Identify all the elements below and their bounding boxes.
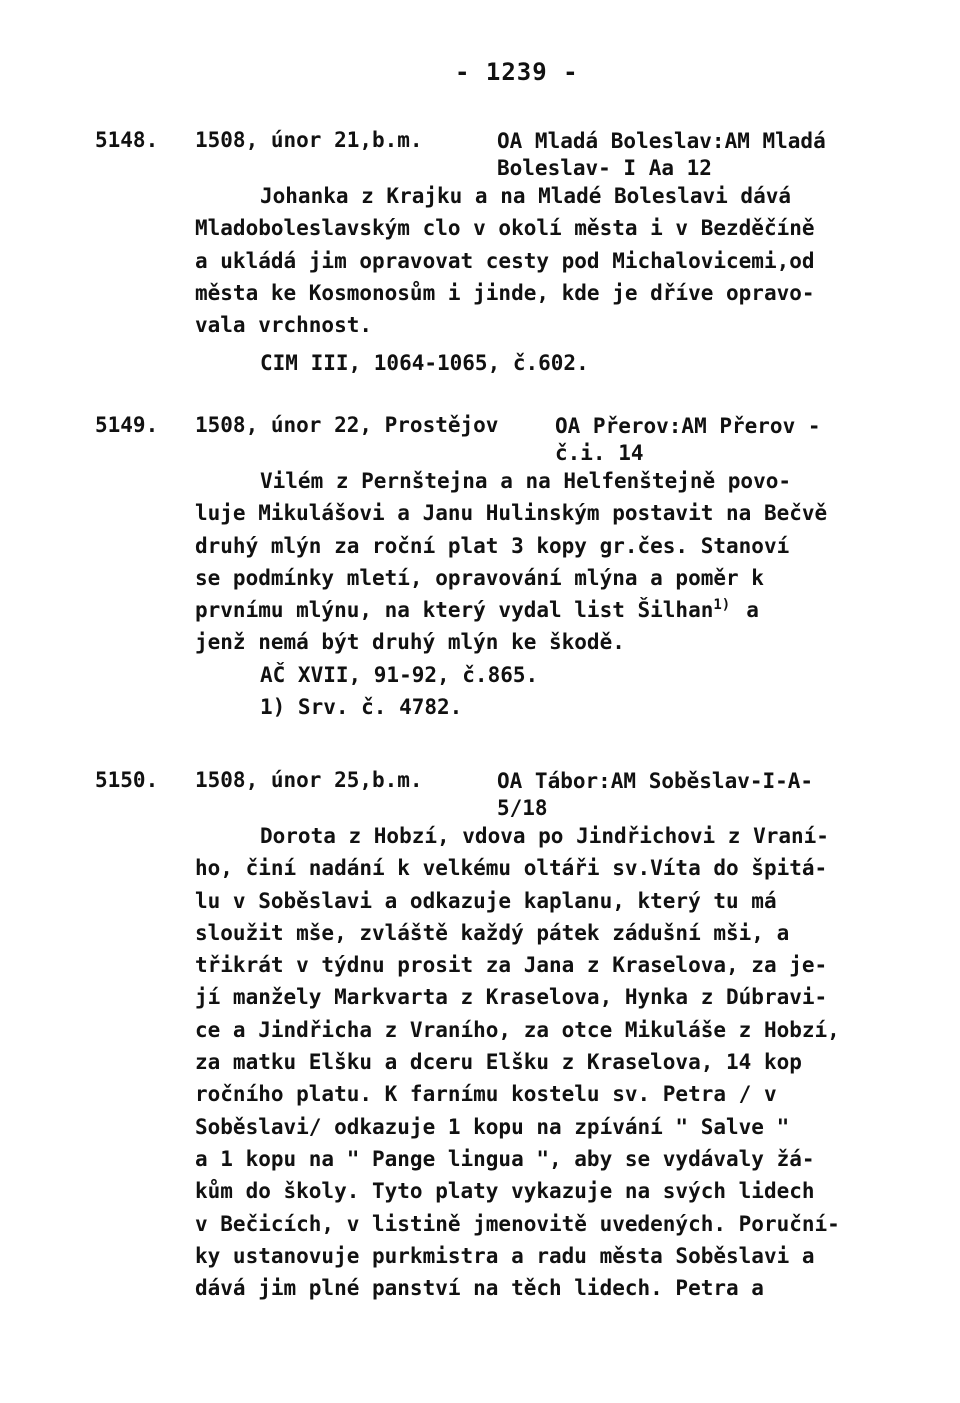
- source-line: OA Mladá Boleslav:AM Mladá: [497, 129, 826, 153]
- footnote-mark: 1): [713, 597, 731, 614]
- text-line: [195, 594, 827, 626]
- text-line: jenž nemá být druhý mlýn ke škodě.: [195, 630, 625, 655]
- footnote-line: 1) Srv. č. 4782.: [260, 695, 463, 720]
- entry-text: [195, 820, 840, 1304]
- text-line: jí manžely Markvarta z Kraselova, Hynka z Dúbravi-: [195, 985, 828, 1010]
- text-line: luje Mikulášovi a Janu Hulinským postavit na Bečvě: [195, 501, 828, 526]
- entry-number: 5148.: [95, 128, 159, 152]
- source-line: č.i. 14: [555, 441, 644, 465]
- text-line: Mladoboleslavským clo v okolí města i v Bezděčíně: [195, 216, 815, 241]
- text-line: ho, činí nadání k velkému oltáři sv.Víta do špitá-: [195, 856, 828, 881]
- entry-source: [497, 128, 826, 182]
- reference-line: AČ XVII, 91-92, č.865.: [260, 662, 539, 687]
- text-line: a ukládá jim opravovat cesty pod Michalovicemi,od: [195, 248, 815, 273]
- text-line: ročního platu. K farnímu kostelu sv. Petra / v: [195, 1082, 777, 1107]
- source-line: Boleslav- I Aa 12: [497, 156, 712, 180]
- entry-source: [497, 768, 813, 822]
- entry-date: 1508, únor 21,b.m.: [195, 128, 423, 152]
- text-line: druhý mlýn za roční plat 3 kopy gr.čes. Stanoví: [195, 533, 790, 558]
- text-line: kům do školy. Tyto platy vykazuje na svých lidech: [195, 1179, 815, 1204]
- text-line: ce a Jindřicha z Vraního, za otce Mikuláše z Hobzí,: [195, 1017, 840, 1042]
- text-segment: prvnímu mlýnu, na který vydal list Šilhan: [195, 598, 714, 623]
- source-line: OA Tábor:AM Soběslav-I-A-: [497, 769, 814, 793]
- page-number: - 1239 -: [455, 58, 579, 86]
- text-line: Johanka z Krajku a na Mladé Boleslavi dává: [260, 184, 792, 208]
- text-line: se podmínky mletí, opravování mlýna a poměr k: [195, 565, 764, 590]
- text-line: Vilém z Pernštejna a na Helfenštejně povo-: [260, 469, 792, 493]
- entry-source: [555, 413, 821, 467]
- text-segment: a: [746, 598, 759, 623]
- entry-text: [195, 180, 815, 380]
- entry-number: 5150.: [95, 768, 159, 792]
- text-line: ky ustanovuje purkmistra a radu města Soběslavi a: [195, 1243, 815, 1268]
- reference-line: CIM III, 1064-1065, č.602.: [260, 351, 589, 376]
- text-line: lu v Soběslavi a odkazuje kaplanu, který tu má: [195, 888, 777, 913]
- text-line: za matku Elšku a dceru Elšku z Kraselova, 14 kop: [195, 1050, 802, 1075]
- text-line: třikrát v týdnu prosit za Jana z Kraselova, za je-: [195, 953, 828, 978]
- entry-date: 1508, únor 22, Prostějov: [195, 413, 499, 437]
- text-line: v Bečicích, v listině jmenovitě uvedených. Poruční-: [195, 1211, 840, 1236]
- text-line: Dorota z Hobzí, vdova po Jindřichovi z Vraní-: [260, 824, 829, 848]
- entry-date: 1508, únor 25,b.m.: [195, 768, 423, 792]
- entry-number: 5149.: [95, 413, 159, 437]
- entry-text: [195, 465, 827, 723]
- text-line: města ke Kosmonosům i jinde, kde je dříve opravo-: [195, 280, 815, 305]
- text-line: dává jim plné panství na těch lidech. Petra a: [195, 1276, 764, 1301]
- text-line: a 1 kopu na " Pange lingua ", aby se vydávaly žá-: [195, 1146, 815, 1171]
- text-line: vala vrchnost.: [195, 313, 373, 338]
- text-line: Soběslavi/ odkazuje 1 kopu na zpívání " Salve ": [195, 1114, 790, 1139]
- text-line: sloužit mše, zvláště každý pátek zádušní mši, a: [195, 920, 790, 945]
- source-line: OA Přerov:AM Přerov -: [555, 414, 821, 438]
- source-line: 5/18: [497, 796, 548, 820]
